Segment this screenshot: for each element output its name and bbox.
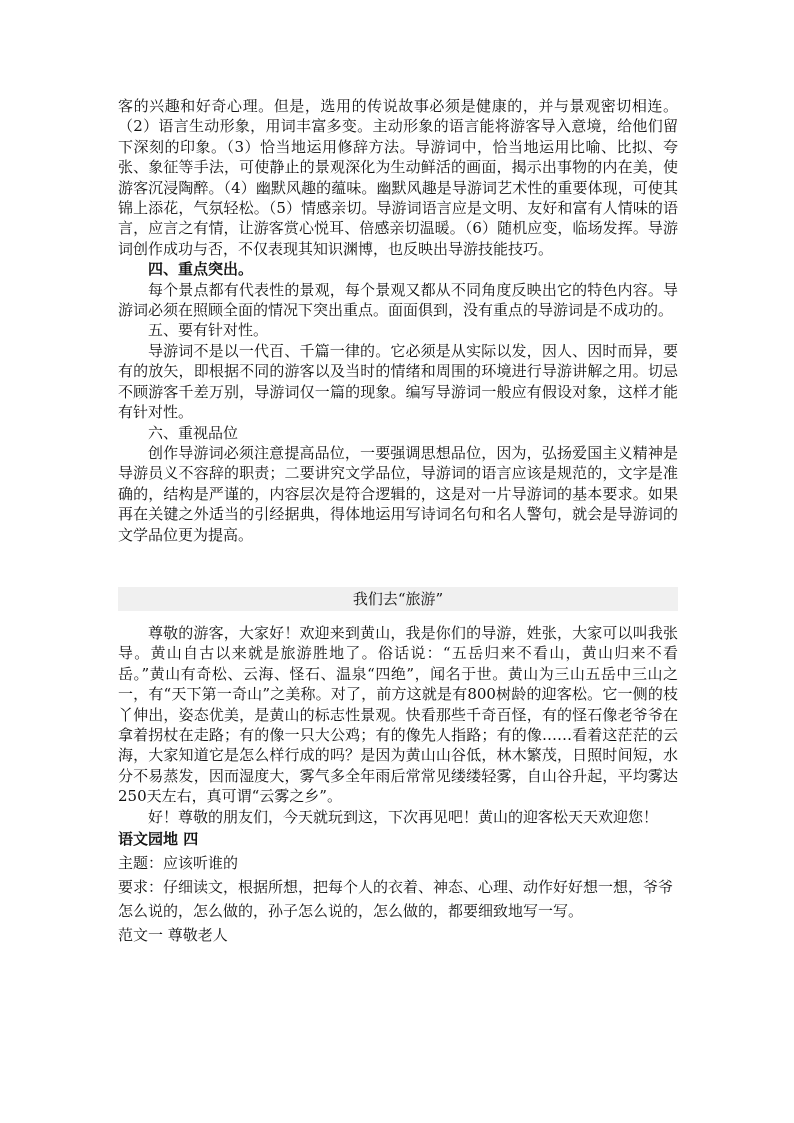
essay-title: 我们去“旅游”: [118, 587, 678, 611]
heading-targeted: 五、要有针对性。: [148, 321, 269, 340]
paragraph-quality: 创作导游词必须注意提高品位，一要强调思想品位，因为，弘扬爱国主义精神是导游员义不容辞的职责；二要讲究文学品位，导游词的语言应该是规范的，文字是准确的，结构是严谨的，内容层次是符合逻辑的，这是对一片导游词的基本要求。如果再在关键之外适当的引经据典，得体地运用写诗词名句和名人警句，就会是导游词的文学品位更为提高。: [118, 443, 678, 544]
document-page: [118, 96, 678, 947]
spacer: [118, 545, 678, 587]
paragraph-targeted: 导游词不是以一代百、千篇一律的。它必须是从实际以发，因人、因时而异，要有的放矢，即根据不同的游客以及当时的情绪和周围的环境进行导游讲解之用。切忌不顾游客千差万别，导游词仅一篇的现象。编写导游词一般应有假设对象，这样才能有针对性。: [118, 341, 678, 422]
theme-line: 主题：应该听谁的: [118, 854, 239, 872]
paragraph-farewell: 好！尊敬的朋友们，今天就玩到这，下次再见吧！黄山的迎客松天天欢迎您！: [148, 807, 659, 826]
requirement-text: 要求：仔细读文，根据所想，把每个人的衣着、神态、心理、动作好好想一想，爷爷怎么说的，怎么做的，孙子怎么说的，怎么做的，都要细致地写一写。: [118, 878, 674, 920]
heading-key-points: 四、重点突出。: [148, 260, 254, 279]
heading-quality: 六、重视品位: [148, 423, 239, 442]
paragraph-huangshan: 尊敬的游客，大家好！欢迎来到黄山，我是你们的导游，姓张，大家可以叫我张导。黄山自古以来就是旅游胜地了。俗话说：“五岳归来不看山，黄山归来不看岳。”黄山有奇松、云海、怪石、温泉“四绝”，闻名于世。黄山为三山五岳中三山之一，有“天下第一奇山”之美称。对了，前方这就是有800树龄的迎客松。它一侧的枝丫伸出，姿态优美，是黄山的标志性景观。快看那些千奇百怪，有的怪石像老爷爷在拿着拐杖在走路；有的像一只大公鸡；有的像先人指路；有的像……看着这茫茫的云海，大家知道它是怎么样行成的吗？是因为黄山山谷低，林木繁茂，日照时间短，水分不易蒸发，因而湿度大，雾气多全年雨后常常见缕缕轻雾，自山谷升起，平均雾达250天左右，真可谓“云雾之乡”。: [118, 623, 678, 806]
section-heading: 语文园地 四: [118, 830, 199, 848]
paragraph-key-points: 每个景点都有代表性的景观，每个景观又都从不同角度反映出它的特色内容。导游词必须在照顾全面的情况下突出重点。面面俱到，没有重点的导游词是不成功的。: [118, 280, 678, 320]
paragraph-language-tips: 客的兴趣和好奇心理。但是，选用的传说故事必须是健康的，并与景观密切相连。（2）语言生动形象，用词丰富多变。主动形象的语言能将游客导入意境，给他们留下深刻的印象。（3）恰当地运用修辞方法。导游词中，恰当地运用比喻、比拟、夸张、象征等手法，可使静止的景观深化为生动鲜活的画面，揭示出事物的内在美，使游客沉浸陶醉。（4）幽默风趣的蕴味。幽默风趣是导游词艺术性的重要体现，可使其锦上添花，气氛轻松。（5）情感亲切。导游词语言应是文明、友好和富有人情味的语言，应言之有情，让游客赏心悦耳、倍感亲切温暖。（6）随机应变，临场发挥。导游词创作成功与否，不仅表现其知识渊博，也反映出导游技能技巧。: [118, 97, 678, 258]
sample-title: 范文一 尊敬老人: [118, 926, 228, 944]
